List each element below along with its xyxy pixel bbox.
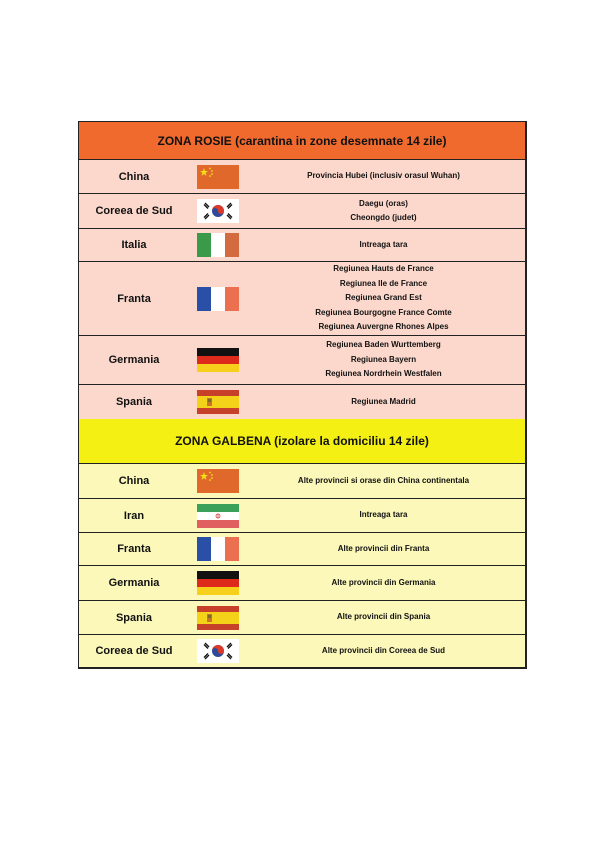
yellow-zone-section: [79, 419, 525, 667]
south-korea-flag-icon: [194, 639, 242, 663]
region-line: Regiunea Madrid: [351, 396, 416, 406]
region-line: Daegu (oras): [359, 198, 408, 208]
table-row: [79, 336, 525, 385]
region-description: [242, 262, 525, 335]
region-description: [242, 238, 525, 253]
china-flag-icon: [194, 469, 242, 493]
region-line: Regiunea Grand Est: [345, 293, 422, 303]
region-line: Regiunea Baden Wurttemberg: [326, 340, 441, 350]
south-korea-flag-icon: [194, 199, 242, 223]
region-line: Alte provincii si orase din China continentala: [297, 475, 470, 485]
table-row: [79, 160, 525, 194]
region-line: Alte provincii din Spania: [336, 612, 431, 622]
table-row: [79, 464, 525, 499]
region-description: [242, 395, 525, 410]
yellow-zone-header: [79, 419, 525, 464]
country-name: Coreea de Sud: [95, 645, 173, 657]
red-zone-section: [79, 122, 525, 419]
region-line: Regiunea Ile de France: [339, 278, 428, 288]
region-line: Regiunea Nordrhein Westfalen: [325, 369, 442, 379]
region-line: Alte provincii din Coreea de Sud: [321, 645, 446, 655]
france-flag-icon: [194, 537, 242, 561]
country-name: Italia: [121, 239, 147, 251]
region-line: Regiunea Bayern: [350, 354, 417, 364]
country-name: Germania: [108, 354, 160, 366]
table-row: [79, 499, 525, 533]
region-description: [242, 576, 525, 591]
country-name: Spania: [115, 396, 153, 408]
italy-flag-icon: [194, 233, 242, 257]
spain-flag-icon: [194, 390, 242, 414]
country-name: Iran: [123, 509, 145, 522]
region-line: Intreaga tara: [359, 239, 408, 249]
china-flag-icon: [194, 165, 242, 189]
iran-flag-icon: [194, 504, 242, 528]
region-description: [242, 474, 525, 489]
table-row: [79, 533, 525, 566]
red-zone-title: ZONA ROSIE (carantina in zone desemnate 14 zile): [157, 133, 447, 148]
germany-flag-icon: [194, 571, 242, 595]
country-name: Germania: [108, 577, 160, 589]
region-line: Alte provincii din Franta: [337, 543, 430, 553]
country-name: China: [118, 475, 150, 487]
france-flag-icon: [194, 287, 242, 311]
region-description: [242, 508, 525, 523]
table-row: [79, 635, 525, 667]
region-description: [242, 197, 525, 226]
table-row: [79, 229, 525, 262]
country-name: Spania: [115, 611, 153, 624]
table-row: [79, 262, 525, 336]
region-line: Intreaga tara: [359, 510, 408, 520]
table-row: [79, 601, 525, 635]
spain-flag-icon: [194, 606, 242, 630]
region-description: [242, 644, 525, 659]
country-name: Franta: [117, 292, 151, 305]
country-name: China: [118, 170, 150, 183]
table-row: [79, 566, 525, 601]
table-row: [79, 194, 525, 229]
country-name: Coreea de Sud: [95, 205, 173, 217]
region-description: [242, 169, 525, 184]
region-line: Provincia Hubei (inclusiv orasul Wuhan): [307, 171, 460, 181]
region-line: Alte provincii din Germania: [331, 577, 436, 587]
country-name: Franta: [117, 543, 151, 555]
region-description: [242, 542, 525, 557]
region-line: Regiunea Hauts de France: [333, 264, 434, 274]
region-description: [242, 610, 525, 625]
region-line: Regiunea Bourgogne France Comte: [315, 307, 452, 317]
zones-table: [78, 121, 527, 669]
region-description: [242, 338, 525, 382]
germany-flag-icon: [194, 348, 242, 372]
region-line: Cheongdo (judet): [350, 213, 417, 222]
table-row: [79, 385, 525, 419]
red-zone-header: [79, 122, 525, 160]
region-line: Regiunea Auvergne Rhones Alpes: [318, 322, 449, 332]
yellow-zone-title: ZONA GALBENA (izolare la domiciliu 14 zile): [175, 434, 429, 448]
